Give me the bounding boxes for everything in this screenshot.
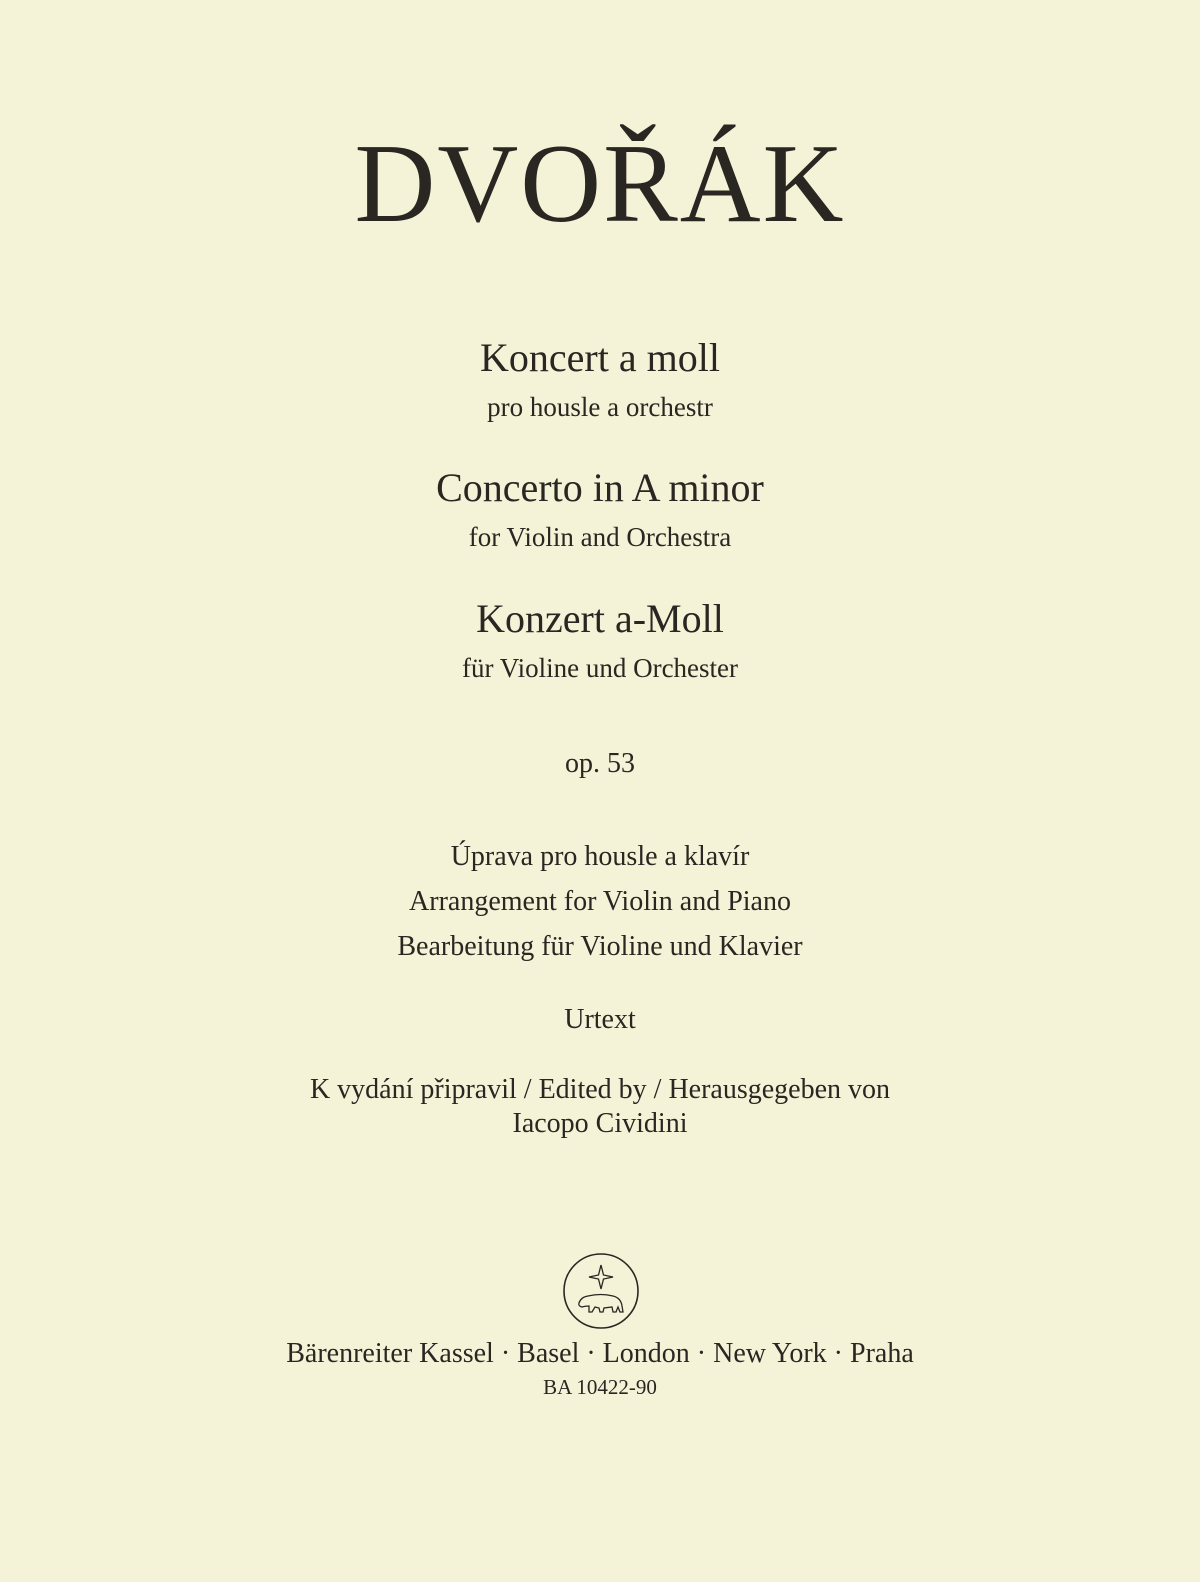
arrangement-czech: Úprava pro housle a klavír [450, 841, 750, 872]
subtitle-czech: pro housle a orchestr [487, 392, 713, 422]
catalog-number: BA 10422-90 [543, 1375, 657, 1399]
arrangement-english: Arrangement for Violin and Piano [409, 886, 791, 917]
arrangement-german: Bearbeitung für Violine und Klavier [397, 931, 803, 962]
title-czech: Koncert a moll [480, 335, 720, 380]
publisher-line: Bärenreiter Kassel · Basel · London · New York · Praha [286, 1338, 914, 1369]
urtext-label: Urtext [564, 1004, 636, 1035]
subtitle-english: for Violin and Orchestra [468, 522, 732, 552]
publisher-bear-logo-icon [561, 1251, 641, 1331]
opus-number: op. 53 [565, 748, 635, 779]
title-german: Konzert a-Moll [476, 596, 724, 641]
composer-name: DVOŘÁK [354, 122, 846, 246]
subtitle-german: für Violine und Orchester [461, 653, 739, 683]
edited-by-label: K vydání připravil / Edited by / Herausgegeben von [309, 1074, 891, 1105]
editor-name: Iacopo Cividini [512, 1108, 688, 1139]
title-english: Concerto in A minor [436, 465, 764, 510]
